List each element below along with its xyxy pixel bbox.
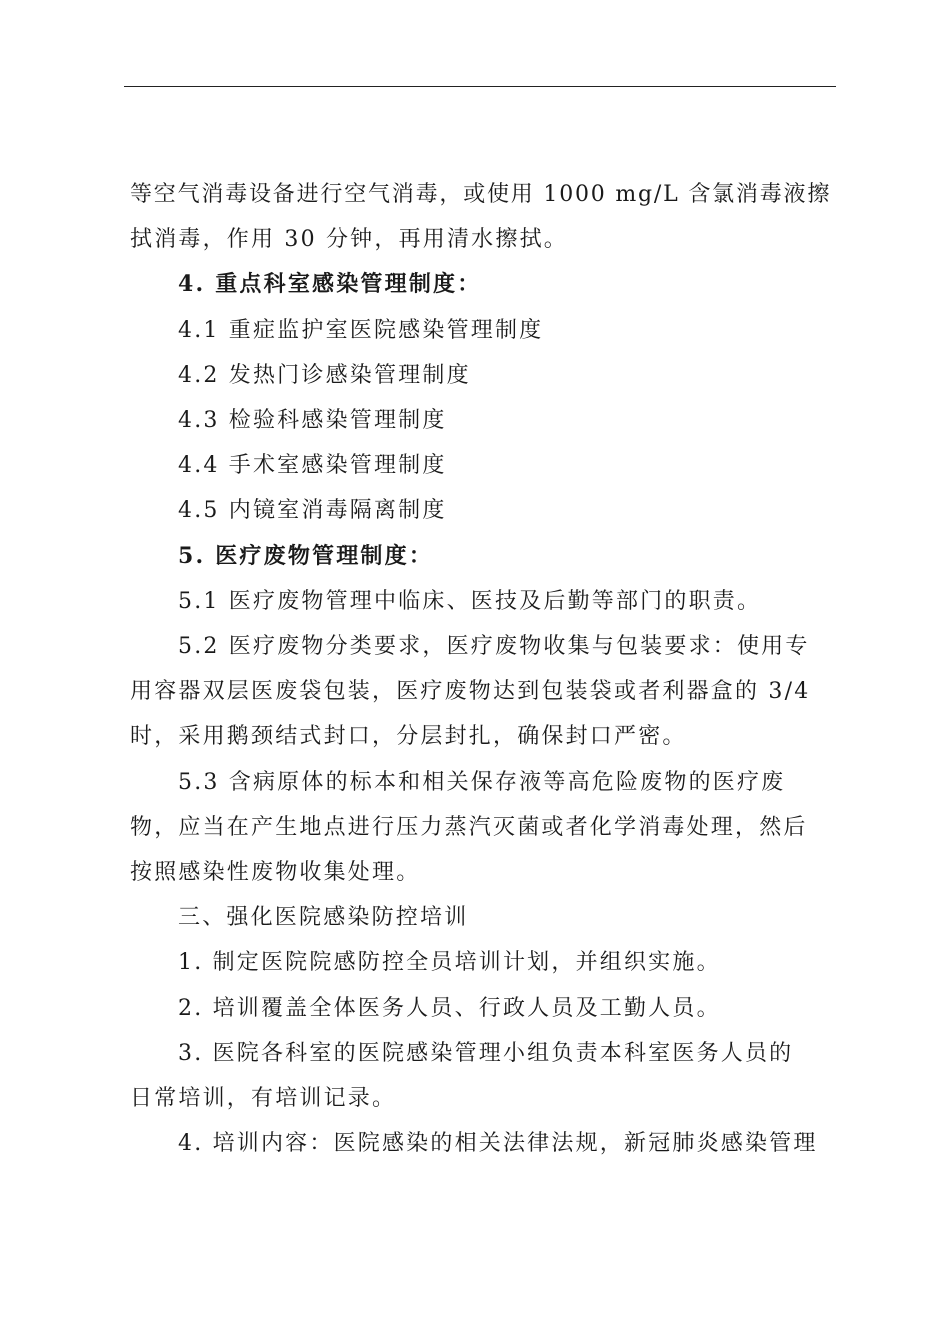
list-item: 5.3 含病原体的标本和相关保存液等高危险废物的医疗废 (178, 769, 786, 795)
list-item: 4.1 重症监护室医院感染管理制度 (178, 317, 544, 343)
document-body (130, 172, 835, 1166)
list-item: 4.5 内镜室消毒隔离制度 (178, 498, 447, 524)
section-heading: 5. 医疗废物管理制度： (178, 542, 434, 569)
list-item: 3. 医院各科室的医院感染管理小组负责本科室医务人员的 (178, 1040, 794, 1066)
section-heading: 4. 重点科室感染管理制度： (178, 271, 482, 298)
list-item: 4.4 手术室感染管理制度 (178, 453, 447, 479)
list-item: 1. 制定医院院感防控全员培训计划，并组织实施。 (178, 950, 721, 976)
body-line: 物，应当在产生地点进行压力蒸汽灭菌或者化学消毒处理，然后 (130, 814, 808, 840)
chapter-heading: 三、强化医院感染防控培训 (178, 905, 469, 931)
list-item: 4.2 发热门诊感染管理制度 (178, 362, 471, 388)
body-line: 用容器双层医废袋包装，医疗废物达到包装袋或者利器盒的 3/4 (130, 679, 811, 705)
list-item: 4.3 检验科感染管理制度 (178, 408, 447, 434)
body-line: 按照感染性废物收集处理。 (130, 860, 421, 886)
body-line: 日常培训，有培训记录。 (130, 1086, 397, 1112)
list-item: 5.2 医疗废物分类要求，医疗废物收集与包装要求：使用专 (178, 634, 810, 660)
list-item: 2. 培训覆盖全体医务人员、行政人员及工勤人员。 (178, 995, 721, 1021)
header-rule (124, 86, 836, 87)
list-item: 5.1 医疗废物管理中临床、医技及后勤等部门的职责。 (178, 588, 762, 614)
body-line: 等空气消毒设备进行空气消毒，或使用 1000 mg/L 含氯消毒液擦 (130, 182, 832, 207)
list-item: 4. 培训内容：医院感染的相关法律法规，新冠肺炎感染管理 (178, 1131, 818, 1157)
body-line: 拭消毒，作用 30 分钟，再用清水擦拭。 (130, 227, 568, 253)
body-line: 时，采用鹅颈结式封口，分层封扎，确保封口严密。 (130, 724, 687, 750)
